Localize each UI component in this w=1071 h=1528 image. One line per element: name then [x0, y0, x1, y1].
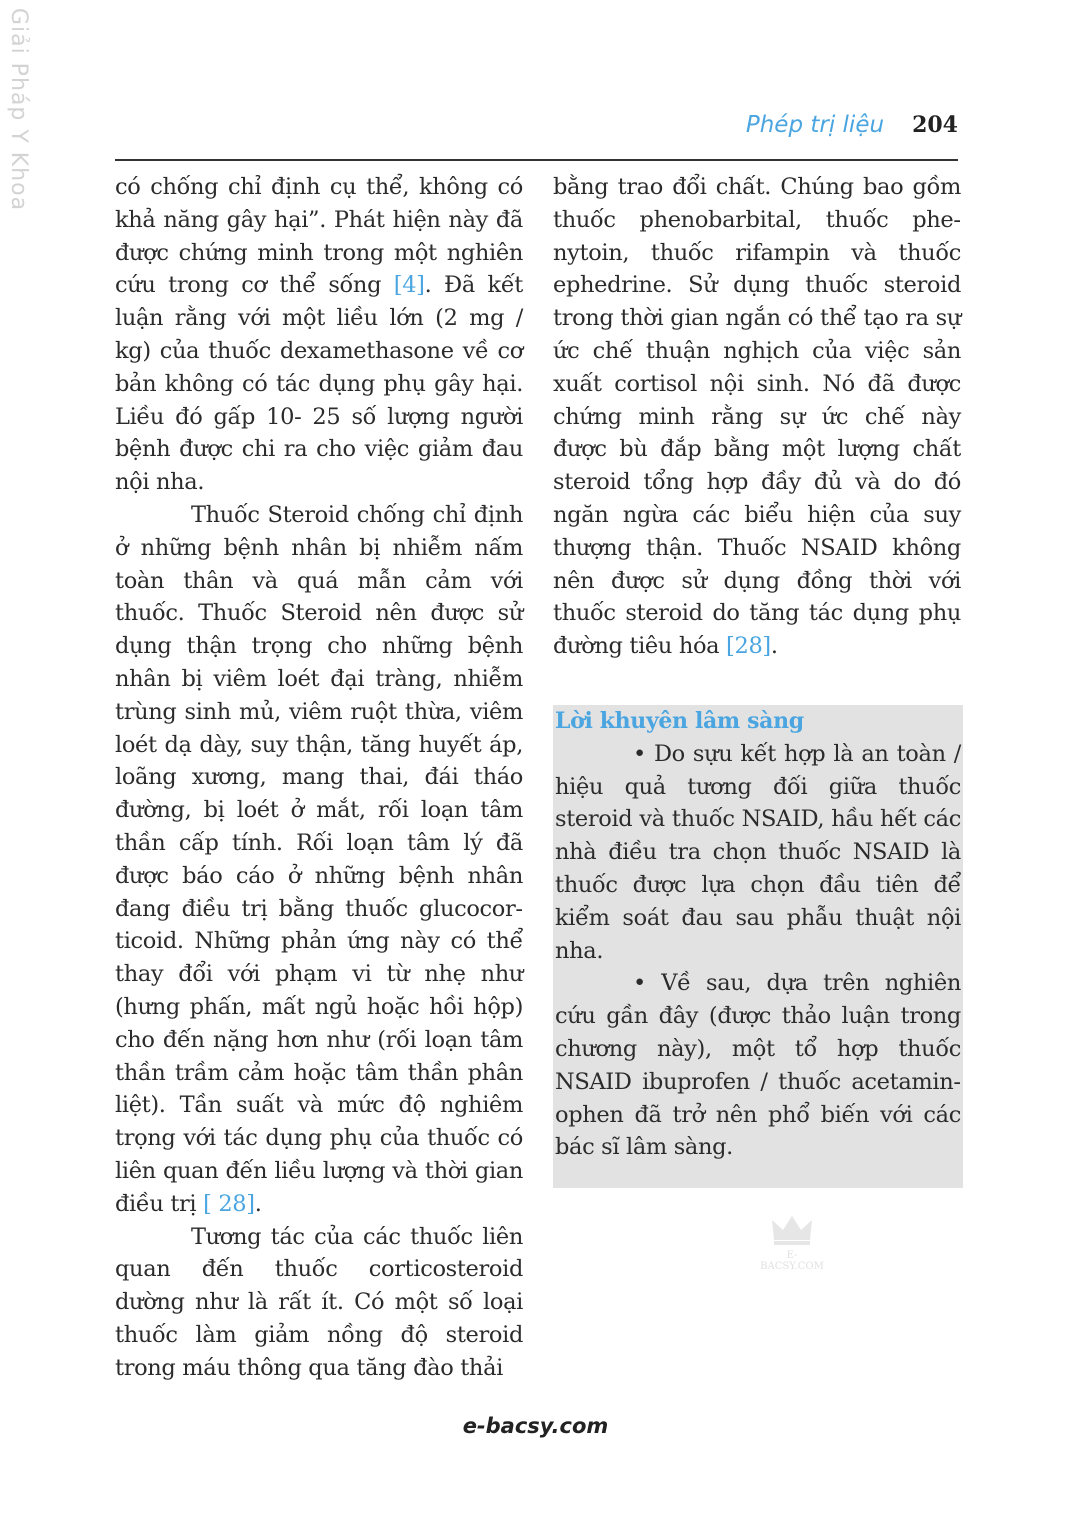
citation-link[interactable]: [28] [726, 633, 771, 660]
advice-bullet: • Do sựu kết hợp là an toàn / hiệu quả tương đối giữa thuốc steroid và thuốc NSAID, hầu hết các nhà điều tra chọn thuốc NSAID là thuốc được lựa chọn đầu tiên để kiểm soát đau sau phẫu thuật nội nha. [555, 740, 961, 964]
left-column [115, 171, 523, 1384]
side-book-title [0, 7, 38, 211]
watermark-text: E-BACSY.COM [760, 1250, 824, 1272]
paragraph: bằng trao đổi chất. Chúng bao gồm thuốc phenobarbital, thuốc phenytoin, thuốc rifampin và thuốc ephedrine. Sử dụng thuốc steroid trong thời gian ngắn có thể tạo ra sự ức chế thuận nghịch của việc sản xuất cortisol nội sinh. Nó đã được chứng minh rằng sự ức chế này được bù đắp bằng một lượng chất steroid tổng hợp đầy đủ và do đó ngăn ngừa các biểu hiện của suy thượng thận. Thuốc NSAID không nên được sử dụng đồng thời với thuốc steroid do tăng tác dụng phụ đường tiêu hóa [28]. [553, 174, 961, 660]
side-book-title-text: Giải Pháp Y Khoa [6, 7, 32, 211]
watermark [757, 1212, 827, 1302]
right-column [553, 171, 961, 663]
running-header [115, 112, 958, 148]
footer-website: e-bacsy.com [462, 1414, 609, 1438]
paragraph: có chống chỉ định cụ thể, không có khả năng gây hại”. Phát hiện này đã được chứng minh trong một nghiên cứu trong cơ thể sống [4]. Đã kết luận rằng với một liều lớn (2 mg / kg) của thuốc dexamethasone về cơ bản không có tác dụng phụ gây hại. Liều đó gấp 10- 25 số lượng người bệnh được chi ra cho việc giảm đau nội nha. [115, 174, 523, 496]
advice-bullet: • Về sau, dựa trên nghiên cứu gần đây (được thảo luận trong chương này), một tổ hợp thuốc NSAID ibuprofen / thuốc acetaminophen đã trở nên phổ biến với các bác sĩ lâm sàng. [555, 970, 961, 1161]
crown-icon [770, 1212, 814, 1246]
citation-link[interactable]: [ 28] [203, 1190, 255, 1217]
section-title: Phép trị liệu [745, 112, 885, 138]
header-rule [115, 159, 958, 161]
page-number: 204 [912, 112, 958, 138]
citation-link[interactable]: [4] [393, 272, 425, 299]
paragraph: Tương tác của các thuốc liên quan đến thuốc corticosteroid dường như là rất ít. Có một số loại thuốc làm giảm nồng độ steroid trong máu thông qua tăng đào thải [115, 1223, 523, 1381]
paragraph: Thuốc Steroid chống chỉ định ở những bệnh nhân bị nhiễm nấm toàn thân và quá mẫn cảm với thuốc. Thuốc Steroid nên được sử dụng thận trọng cho những bệnh nhân bị viêm loét đại tràng, nhiễm trùng sinh mủ, viêm ruột thừa, viêm loét dạ dày, suy thận, tăng huyết áp, loãng xương, mang thai, đái tháo đường, bị loét ở mắt, rối loạn tâm thần cấp tính. Rối loạn tâm lý đã được báo cáo ở những bệnh nhân đang điều trị bằng thuốc glucocorticoid. Những phản ứng này có thể thay đổi với phạm vi từ nhẹ như (hưng phấn, mất ngủ hoặc hồi hộp) cho đến nặng hơn như (rối loạn tâm thần trầm cảm hoặc tâm thần phân liệt). Tần suất và mức độ nghiêm trọng với tác dụng phụ của thuốc có liên quan đến liều lượng và thời gian điều trị [ 28]. [115, 501, 523, 1217]
advice-box-title: Lời khuyên lâm sàng [555, 708, 804, 734]
clinical-advice-box [553, 705, 963, 1188]
